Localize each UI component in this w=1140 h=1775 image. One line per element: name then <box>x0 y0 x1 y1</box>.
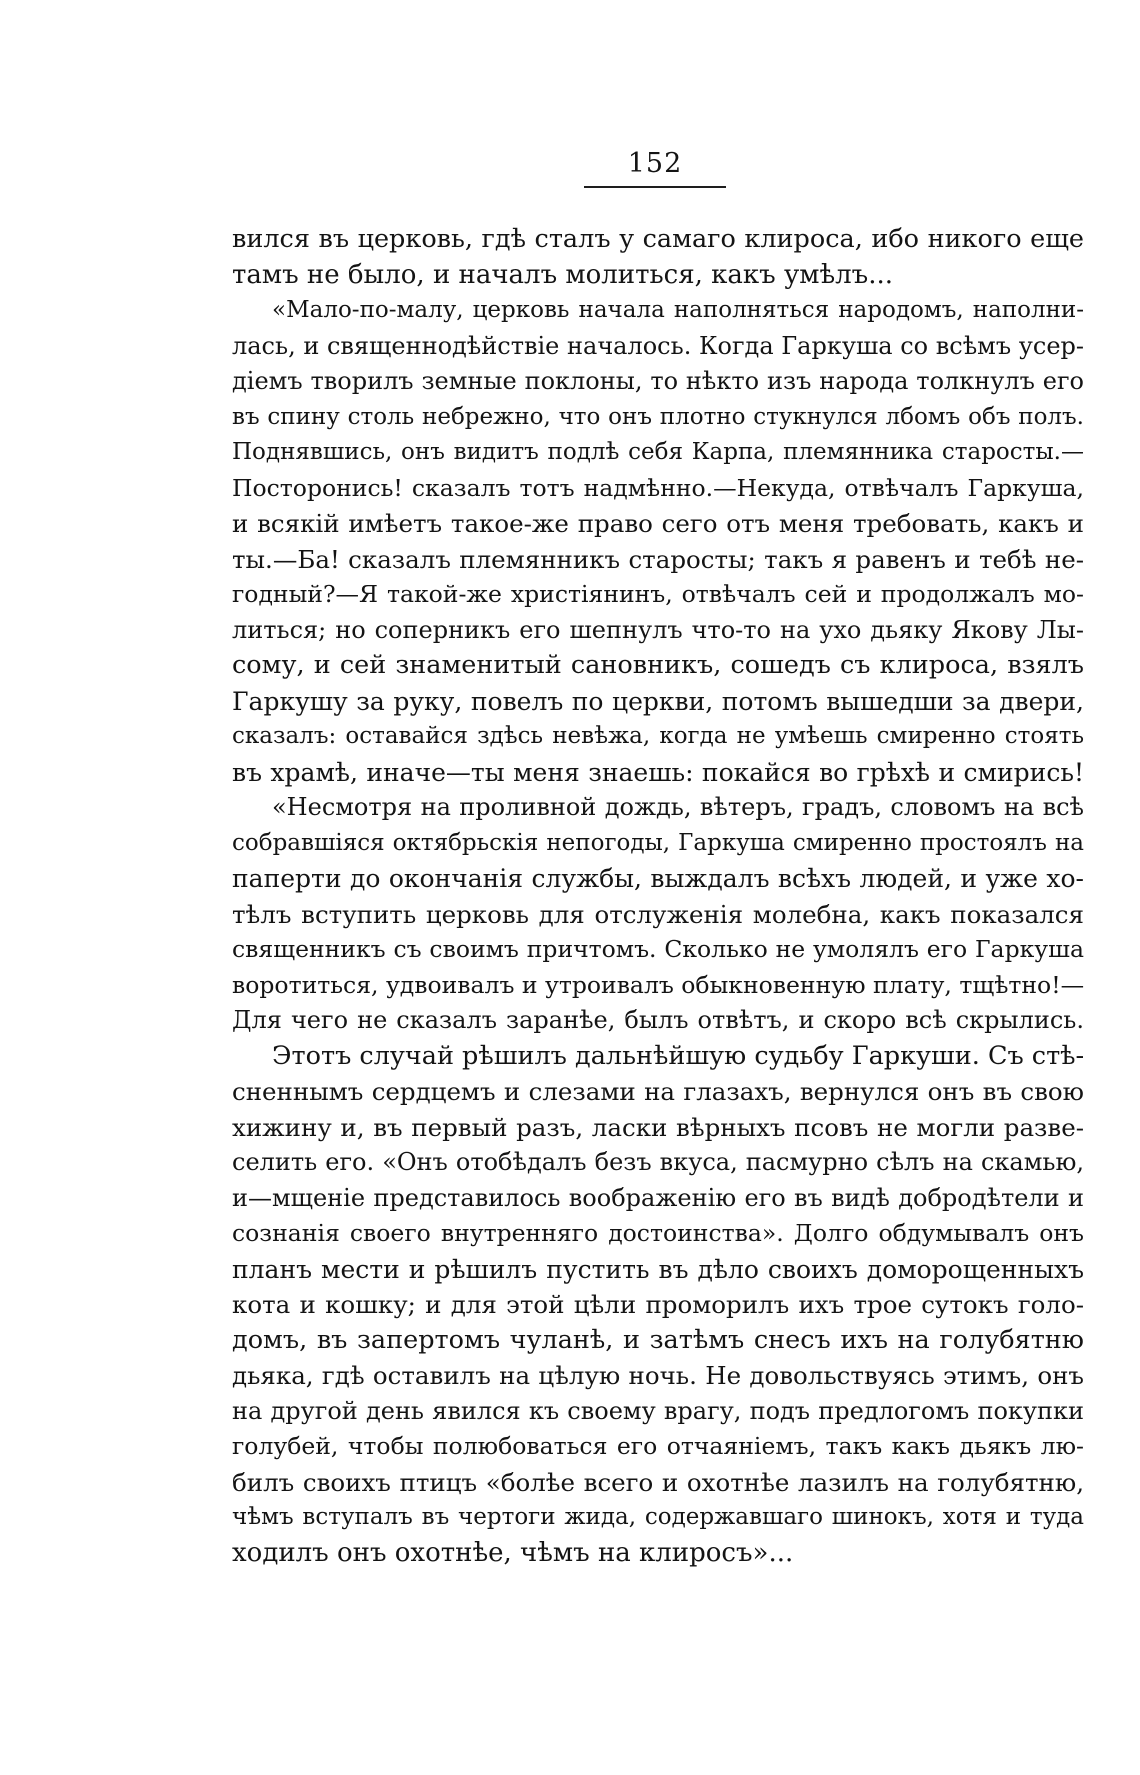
text-line: Поднявшись, онъ видитъ подлѣ себя Карпа, племянника старосты.— <box>232 439 1084 465</box>
text-line: Этотъ случай рѣшилъ дальнѣйшую судьбу Гаркуши. Съ стѣ- <box>272 1040 1084 1071</box>
text-line: голубей, чтобы полюбоваться его отчаяніемъ, такъ какъ дьякъ лю- <box>232 1432 1084 1460</box>
text-line: паперти до окончанія службы, выждалъ всѣхъ людей, и уже хо- <box>232 864 1084 893</box>
text-line: «Несмотря на проливной дождь, вѣтеръ, градъ, словомъ на всѣ <box>272 793 1084 821</box>
text-line: Посторонись! сказалъ тотъ надмѣнно.—Некуда, отвѣчалъ Гаркуша, <box>232 473 1084 502</box>
text-line: сказалъ: оставайся здѣсь невѣжа, когда не умѣешь смиренно стоять <box>232 723 1084 749</box>
text-line: сненнымъ сердцемъ и слезами на глазахъ, вернулся онъ въ свою <box>232 1077 1084 1106</box>
header-rule <box>584 186 726 188</box>
text-line: хижину и, въ первый разъ, ласки вѣрныхъ псовъ не могли разве- <box>232 1112 1084 1142</box>
text-line: сознанія своего внутренняго достоинства». Долго обдумывалъ онъ <box>232 1219 1084 1247</box>
text-line: въ храмѣ, иначе—ты меня знаешь: покайся во грѣхѣ и смирись! <box>232 757 1084 787</box>
text-line: и всякій имѣетъ такое-же право сего отъ меня требовать, какъ и <box>232 509 1084 538</box>
text-line: собравшіяся октябрьскія непогоды, Гаркуша смиренно простоялъ на <box>232 829 1084 856</box>
text-line: билъ своихъ птицъ «болѣе всего и охотнѣе лазилъ на голубятню, <box>232 1467 1084 1497</box>
text-line: сому, и сей знаменитый сановникъ, сошедъ съ клироса, взялъ <box>232 650 1084 680</box>
text-line: священникъ съ своимъ причтомъ. Сколько не умолялъ его Гаркуша <box>232 935 1084 963</box>
text-line: чѣмъ вступалъ въ чертоги жида, содержавшаго шинокъ, хотя и туда <box>232 1504 1084 1530</box>
text-line: въ спину столь небрежно, что онъ плотно стукнулся лбомъ объ полъ. <box>232 403 1084 430</box>
text-line: ты.—Ба! сказалъ племянникъ старосты; такъ я равенъ и тебѣ не- <box>232 544 1084 574</box>
text-line: селить его. «Онъ отобѣдалъ безъ вкуса, пасмурно сѣлъ на скамью, <box>232 1148 1084 1176</box>
text-line: кота и кошку; и для этой цѣли проморилъ ихъ трое сутокъ голо- <box>232 1290 1084 1319</box>
text-line: воротиться, удвоивалъ и утроивалъ обыкновенную плату, тщѣтно!— <box>232 970 1084 999</box>
text-line: діемъ творилъ земные поклоны, то нѣкто изъ народа толкнулъ его <box>232 367 1084 395</box>
text-line: тамъ не было, и началъ молиться, какъ умѣлъ... <box>232 259 893 290</box>
body-text <box>232 222 1084 1571</box>
text-line: лась, и священнодѣйствіе началось. Когда Гаркуша со всѣмъ усер- <box>232 331 1084 360</box>
text-line: Для чего не сказалъ заранѣе, былъ отвѣтъ, и скоро всѣ скрылись. <box>232 1006 1084 1034</box>
text-line: вился въ церковь, гдѣ сталъ у самаго клироса, ибо никого еще <box>232 224 1084 254</box>
text-line: домъ, въ запертомъ чуланѣ, и затѣмъ снесъ ихъ на голубятню <box>232 1324 1084 1355</box>
text-line: литься; но соперникъ его шепнулъ что-то на ухо дьяку Якову Лы- <box>232 615 1084 644</box>
text-line: тѣлъ вступить церковь для отслуженія молебна, какъ показался <box>232 899 1084 929</box>
text-line: планъ мести и рѣшилъ пустить въ дѣло своихъ доморощенныхъ <box>232 1254 1084 1284</box>
text-line: Гаркушу за руку, повелъ по церкви, потомъ вышедши за двери, <box>232 686 1084 716</box>
text-line: годный?—Я такой-же христіянинъ, отвѣчалъ сей и продолжалъ мо- <box>232 580 1084 608</box>
text-line: на другой день явился къ своему врагу, подъ предлогомъ покупки <box>232 1396 1084 1425</box>
page-number: 152 <box>627 148 683 179</box>
text-line: ходилъ онъ охотнѣе, чѣмъ на клиросъ»... <box>232 1537 794 1568</box>
text-line: дьяка, гдѣ оставилъ на цѣлую ночь. Не довольствуясь этимъ, онъ <box>232 1361 1084 1390</box>
text-line: и—мщеніе представилось воображенію его въ видѣ добродѣтели и <box>232 1183 1084 1212</box>
text-line: «Мало-по-малу, церковь начала наполняться народомъ, наполни- <box>272 297 1084 323</box>
